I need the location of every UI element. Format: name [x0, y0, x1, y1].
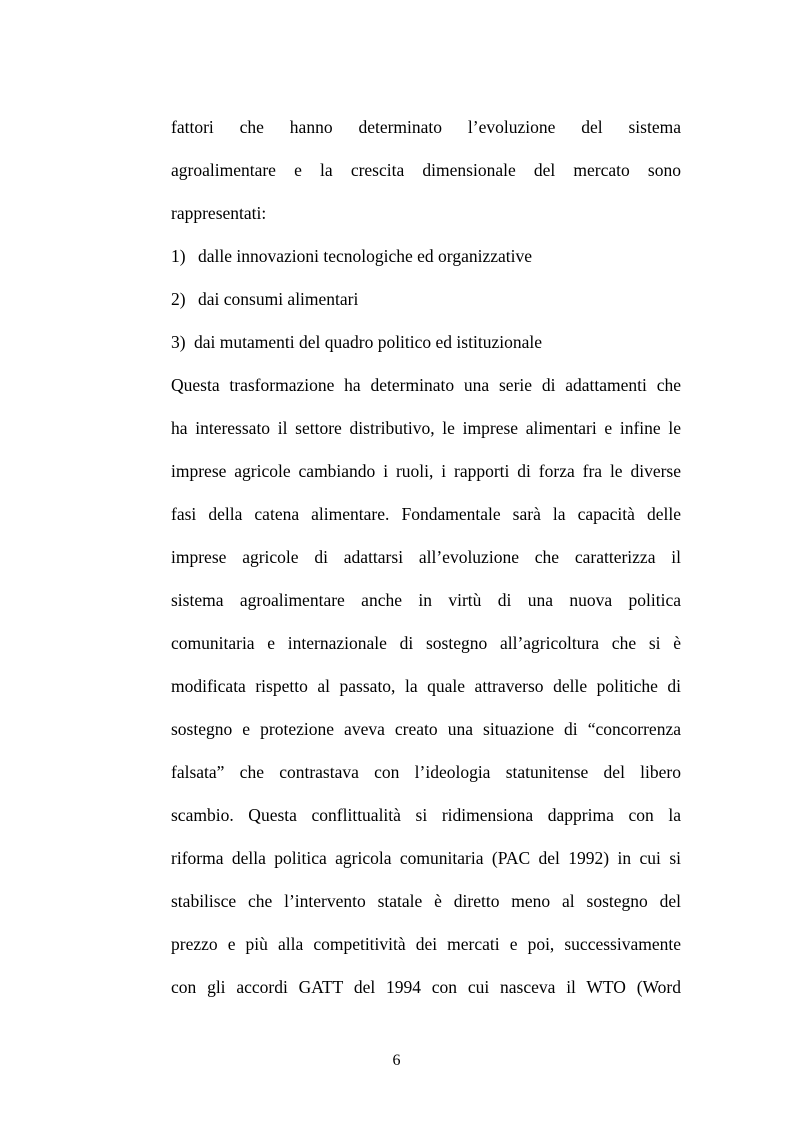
- text-line: comunitaria e internazionale di sostegno all’agricoltura che si è: [171, 633, 681, 653]
- text-line: fattori che hanno determinato l’evoluzione del sistema: [171, 117, 681, 137]
- list-item: [171, 323, 681, 366]
- body-text: [171, 108, 681, 1011]
- text-line: riforma della politica agricola comunitaria (PAC del 1992) in cui si: [171, 848, 681, 868]
- text-line: Questa trasformazione ha determinato una serie di adattamenti che: [171, 375, 681, 395]
- text-line: sostegno e protezione aveva creato una situazione di “concorrenza: [171, 719, 681, 739]
- text-line: ha interessato il settore distributivo, le imprese alimentari e infine le: [171, 418, 681, 438]
- list-marker: 2): [171, 289, 186, 309]
- list-marker: 3): [171, 332, 186, 352]
- list-item: [171, 237, 681, 280]
- text-line: scambio. Questa conflittualità si ridimensiona dapprima con la: [171, 805, 681, 825]
- list-item-text: dalle innovazioni tecnologiche ed organizzative: [198, 246, 532, 266]
- text-line: sistema agroalimentare anche in virtù di una nuova politica: [171, 590, 681, 610]
- text-line: stabilisce che l’intervento statale è diretto meno al sostegno del: [171, 891, 681, 911]
- text-line: con gli accordi GATT del 1994 con cui nasceva il WTO (Word: [171, 977, 681, 997]
- list-item-text: dai mutamenti del quadro politico ed istituzionale: [194, 332, 542, 352]
- text-line: rappresentati:: [171, 203, 267, 223]
- page-number: 6: [392, 1052, 401, 1069]
- text-line: falsata” che contrastava con l’ideologia statunitense del libero: [171, 762, 681, 782]
- text-line: prezzo e più alla competitività dei mercati e poi, successivamente: [171, 934, 681, 954]
- list-marker: 1): [171, 246, 186, 266]
- text-line: agroalimentare e la crescita dimensionale del mercato sono: [171, 160, 681, 180]
- list-item-text: dai consumi alimentari: [198, 289, 359, 309]
- text-line: modificata rispetto al passato, la quale attraverso delle politiche di: [171, 676, 681, 696]
- text-line: fasi della catena alimentare. Fondamentale sarà la capacità delle: [171, 504, 681, 524]
- text-line: imprese agricole di adattarsi all’evoluzione che caratterizza il: [171, 547, 681, 567]
- list-item: [171, 280, 681, 323]
- text-line: imprese agricole cambiando i ruoli, i rapporti di forza fra le diverse: [171, 461, 681, 481]
